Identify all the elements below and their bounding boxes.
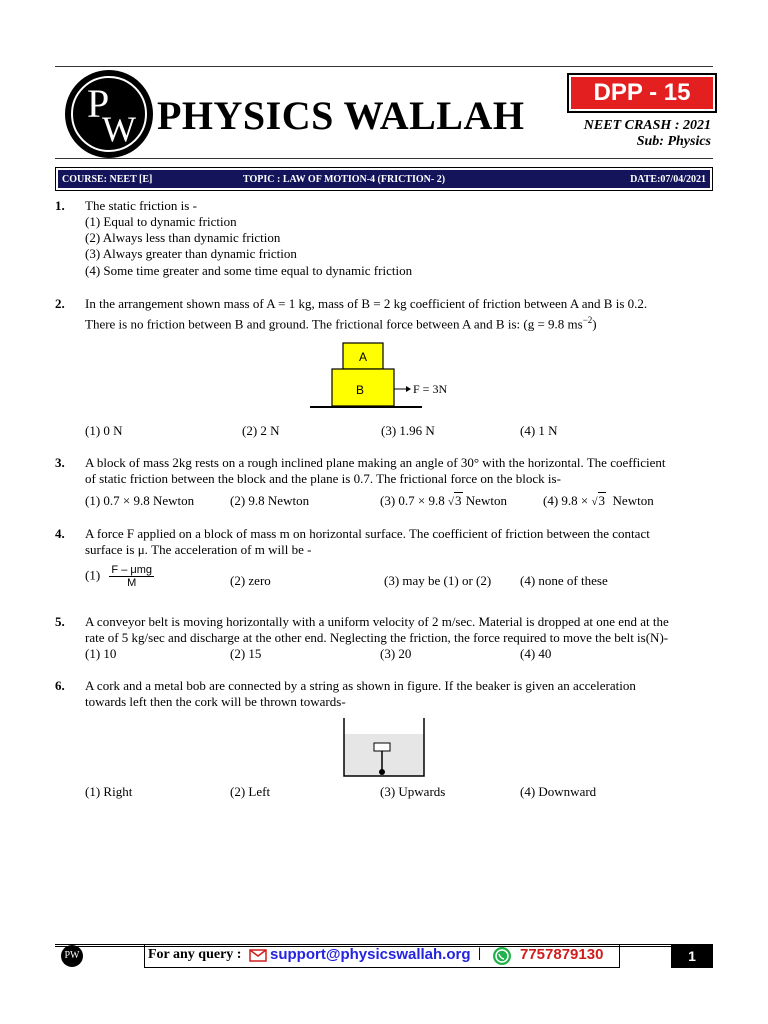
question-text: A block of mass 2kg rests on a rough inclined plane making an angle of 30° with the horizontal. The coefficient: [85, 455, 666, 470]
question-text: towards left then the cork will be thrown towards-: [85, 694, 346, 709]
pw-logo: [65, 70, 153, 158]
option: (4) Some time greater and some time equal to dynamic friction: [85, 263, 413, 278]
option: (4) 1 N: [520, 423, 558, 438]
cork: [374, 743, 390, 751]
option-unit: Newton: [612, 493, 654, 508]
option-part: (4) 9.8 ×: [543, 493, 589, 508]
course-name: COURSE: NEET [E]: [62, 174, 153, 185]
course-bar-inner: [58, 170, 710, 188]
exponent: −2: [582, 315, 593, 325]
sqrt-value: 3: [598, 493, 606, 508]
question-number: 3.: [55, 455, 65, 470]
beaker-water: [344, 734, 424, 776]
question-text: In the arrangement shown mass of A = 1 kg, mass of B = 2 kg coefficient of friction between A and B is 0.2.: [85, 296, 648, 311]
option: (1) Equal to dynamic friction: [85, 214, 237, 229]
question-number: 2.: [55, 296, 65, 311]
force-arrow-head: [406, 386, 411, 392]
question-text: rate of 5 kg/sec and discharge at the other end. Neglecting the friction, the force required to move the belt is(N)-: [85, 630, 669, 645]
footer-email-link[interactable]: support@physicswallah.org: [270, 946, 471, 963]
question-text: [85, 312, 715, 332]
blocks-figure: [305, 340, 465, 410]
option-part: (3) 0.7 × 9.8: [380, 493, 445, 508]
option: (1) Right: [85, 784, 133, 799]
sqrt-symbol: √: [448, 496, 455, 508]
whatsapp-icon: [492, 946, 512, 966]
fraction: [109, 564, 154, 589]
footer-phone-link[interactable]: 7757879130: [520, 946, 604, 963]
fraction-denominator: M: [127, 577, 137, 589]
option: (4) 40: [520, 646, 552, 661]
option: (1) 0 N: [85, 423, 123, 438]
block-a-label: A: [358, 350, 368, 364]
header-top-rule: [55, 66, 713, 67]
option: [543, 493, 654, 509]
question-text-part: ): [592, 316, 597, 332]
option: (2) 9.8 Newton: [230, 493, 310, 508]
question-number: 5.: [55, 614, 65, 629]
option: (3) Upwards: [380, 784, 446, 799]
beaker-figure: [340, 716, 430, 780]
question-text-part: There is no friction between B and ground. The frictional force between A and B is: (g = 9.8 ms: [85, 316, 583, 332]
logo-letter-p: P: [87, 81, 110, 126]
option: [85, 564, 154, 589]
option: (4) Downward: [520, 784, 597, 799]
footer-query-label: For any query :: [148, 947, 242, 962]
page-number: 1: [671, 944, 713, 968]
exam-label: NEET CRASH : 2021: [583, 118, 711, 133]
question-text: The static friction is -: [85, 198, 197, 213]
option: (4) none of these: [520, 573, 608, 588]
option: (2) zero: [230, 573, 271, 588]
sqrt-value: 3: [455, 493, 462, 508]
course-bar: [55, 167, 713, 191]
sqrt-symbol: √: [591, 496, 598, 508]
option: (1) 0.7 × 9.8 Newton: [85, 493, 195, 508]
option: (2) 15: [230, 646, 262, 661]
envelope-icon: [249, 949, 267, 962]
option: [380, 493, 507, 509]
option: (3) Always greater than dynamic friction: [85, 246, 297, 261]
question-text: A force F applied on a block of mass m on horizontal surface. The coefficient of friction between the contact: [85, 526, 650, 541]
option: (3) may be (1) or (2): [384, 573, 492, 588]
option: (2) Always less than dynamic friction: [85, 230, 281, 245]
date-label: DATE:07/04/2021: [630, 174, 706, 185]
question-text: A conveyor belt is moving horizontally with a uniform velocity of 2 m/sec. Material is dropped at one end at the: [85, 614, 669, 629]
fraction-numerator: F – μmg: [111, 564, 152, 576]
option-unit: Newton: [465, 493, 507, 508]
block-b-label: B: [355, 383, 365, 397]
question-number: 6.: [55, 678, 65, 693]
question-text: surface is μ. The acceleration of m will be -: [85, 542, 312, 557]
footer-separator: |: [478, 946, 482, 961]
header-bottom-rule: [55, 158, 713, 159]
option: (3) 1.96 N: [381, 423, 435, 438]
metal-bob: [379, 769, 385, 775]
option: (1) 10: [85, 646, 117, 661]
option: (2) Left: [230, 784, 271, 799]
dpp-badge: [567, 73, 717, 113]
option-part: (1): [85, 567, 101, 583]
question-text: of static friction between the block and the plane is 0.7. The frictional force on the block is-: [85, 471, 561, 486]
question-text: A cork and a metal bob are connected by a string as shown in figure. If the beaker is given an acceleration: [85, 678, 636, 693]
option: (3) 20: [380, 646, 412, 661]
subject-label: Sub: Physics: [636, 134, 711, 149]
footer-pw-logo: PW: [61, 945, 83, 967]
force-label: F = 3N: [413, 382, 448, 396]
question-number: 4.: [55, 526, 65, 541]
dpp-label: DPP - 15: [571, 77, 713, 109]
option: (2) 2 N: [242, 423, 280, 438]
question-number: 1.: [55, 198, 65, 213]
topic-name: TOPIC : LAW OF MOTION-4 (FRICTION- 2): [243, 174, 446, 185]
brand-title: PHYSICS WALLAH: [157, 93, 525, 138]
logo-letter-w: W: [102, 109, 136, 149]
